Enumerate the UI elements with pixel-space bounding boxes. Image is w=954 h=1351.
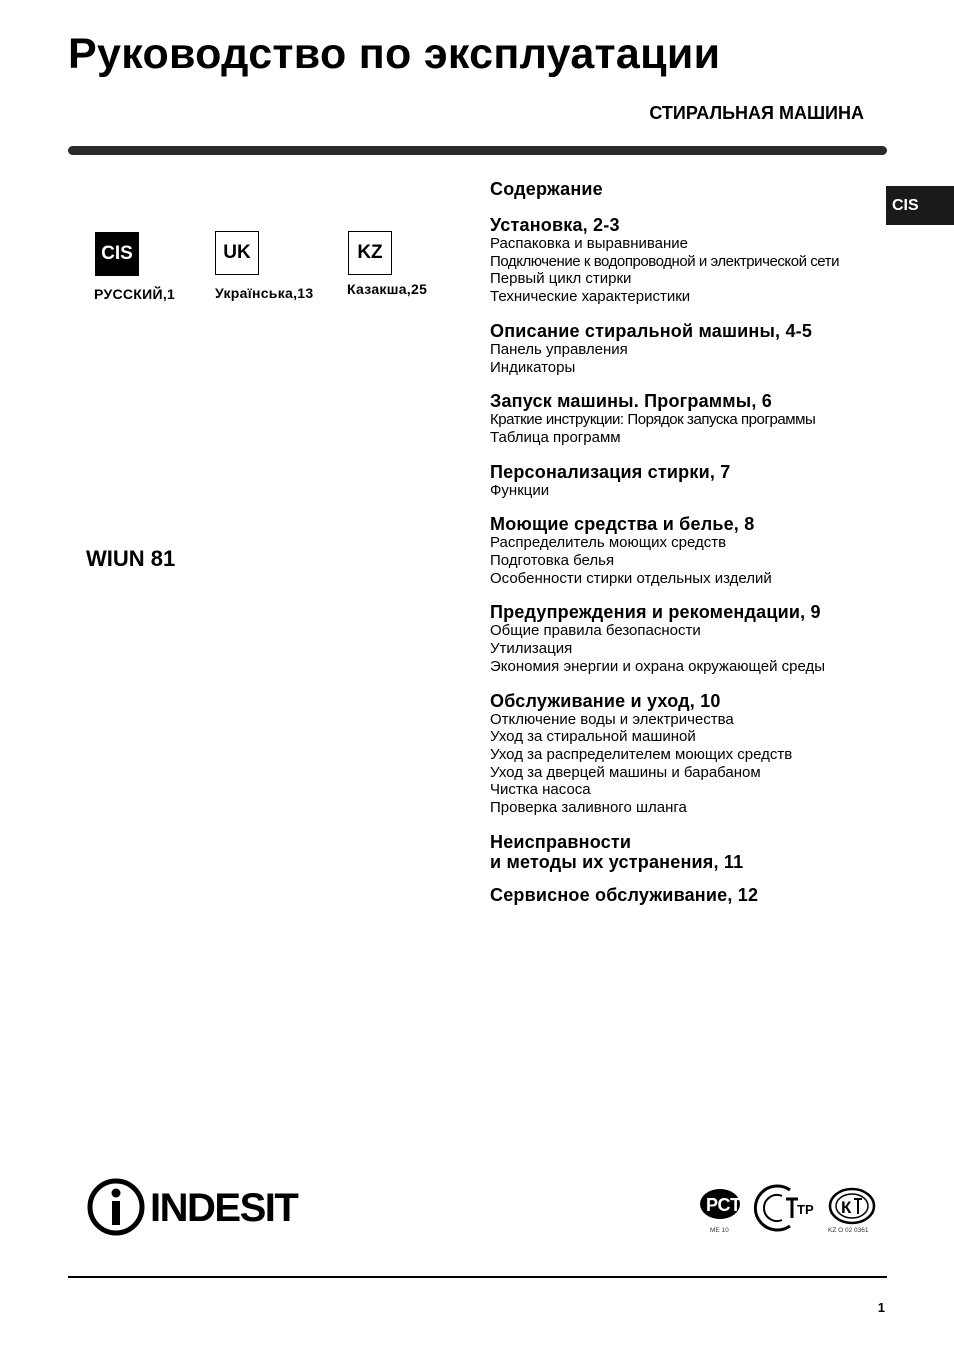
toc-item: Уход за стиральной машиной (490, 728, 696, 746)
lang-label-ukrainian: Українська,13 (215, 285, 314, 301)
toc-section-installation (490, 215, 890, 306)
model-name: WIUN 81 (86, 546, 176, 571)
certification-marks (698, 1182, 880, 1243)
header-divider (68, 146, 887, 155)
svg-text:РСТ: РСТ (706, 1195, 742, 1215)
toc-section-service (490, 885, 890, 905)
toc-section-title: Сервисное обслуживание, 12 (490, 884, 759, 905)
toc-section-title: Запуск машины. Программы, 6 (490, 391, 772, 412)
toc-item: Таблица программ (490, 428, 621, 446)
toc-section-title: Неисправности (490, 831, 632, 852)
lang-label-kazakh: Казакша,25 (347, 281, 428, 297)
toc-item: Проверка заливного шланга (490, 799, 687, 817)
toc-item: Распаковка и выравнивание (490, 235, 689, 252)
toc-section-troubleshooting (490, 832, 890, 872)
toc-section-title-line2: и методы их устранения, 11 (490, 851, 744, 872)
toc-section-title: Обслуживание и уход, 10 (490, 690, 721, 711)
lang-badge-kz: KZ (348, 231, 392, 275)
brand-logo-text: INDESIT (150, 1186, 298, 1230)
toc-item: Особенности стирки отдельных изделий (490, 569, 772, 587)
rst-mark-caption: ME 10 (710, 1227, 729, 1234)
toc-item: Чистка насоса (490, 781, 591, 799)
toc-item: Уход за дверцей машины и барабаном (490, 763, 761, 781)
toc-item: Общие правила безопасности (490, 622, 701, 640)
kz-mark-icon (828, 1189, 874, 1234)
toc-item: Подключение к водопроводной и электрической сети (490, 252, 840, 270)
toc-section-warnings (490, 602, 890, 675)
page-title: Руководство по эксплуатации (68, 30, 721, 78)
toc-section-detergents (490, 514, 890, 587)
lang-badge-uk: UK (215, 231, 259, 275)
page-number: 1 (877, 1300, 885, 1315)
toc-item: Краткие инструкции: Порядок запуска программы (490, 411, 816, 429)
toc-section-title: Установка, 2-3 (490, 215, 620, 235)
toc-item: Подготовка белья (490, 552, 615, 570)
toc-item: Экономия энергии и охрана окружающей среды (490, 657, 826, 675)
toc-item: Отключение воды и электричества (490, 710, 734, 728)
toc-item: Функции (490, 481, 550, 499)
toc-item: Технические характеристики (490, 288, 691, 306)
toc-section-start (490, 391, 890, 446)
toc-item: Первый цикл стирки (490, 270, 632, 288)
cttp-mark-icon (755, 1186, 814, 1230)
toc-item: Уход за распределителем моющих средств (490, 745, 793, 763)
svg-text:К: К (841, 1198, 852, 1217)
toc-item: Распределитель моющих средств (490, 534, 727, 552)
lang-label-russian: РУССКИЙ,1 (94, 286, 176, 302)
toc-section-title: Описание стиральной машины, 4-5 (490, 320, 813, 341)
kz-mark-caption: KZ O 02 0361 (828, 1227, 869, 1234)
toc-item: Панель управления (490, 340, 628, 358)
page-subtitle: СТИРАЛЬНАЯ МАШИНА (649, 103, 864, 123)
toc-item: Утилизация (490, 640, 573, 658)
side-language-tab: CIS (886, 186, 954, 225)
table-of-contents (490, 178, 890, 920)
toc-section-personalization (490, 462, 890, 500)
toc-section-title: Предупреждения и рекомендации, 9 (490, 602, 821, 623)
toc-section-title: Моющие средства и белье, 8 (490, 514, 755, 535)
toc-section-title: Персонализация стирки, 7 (490, 461, 731, 482)
brand-logo (86, 1177, 318, 1242)
toc-item: Индикаторы (490, 358, 576, 376)
svg-text:ТР: ТР (797, 1202, 814, 1217)
lang-badge-cis: CIS (95, 232, 139, 276)
toc-section-description (490, 321, 890, 376)
toc-heading: Содержание (490, 179, 603, 199)
footer-divider (68, 1276, 887, 1278)
rst-mark-icon (700, 1189, 741, 1234)
toc-section-maintenance (490, 691, 890, 817)
